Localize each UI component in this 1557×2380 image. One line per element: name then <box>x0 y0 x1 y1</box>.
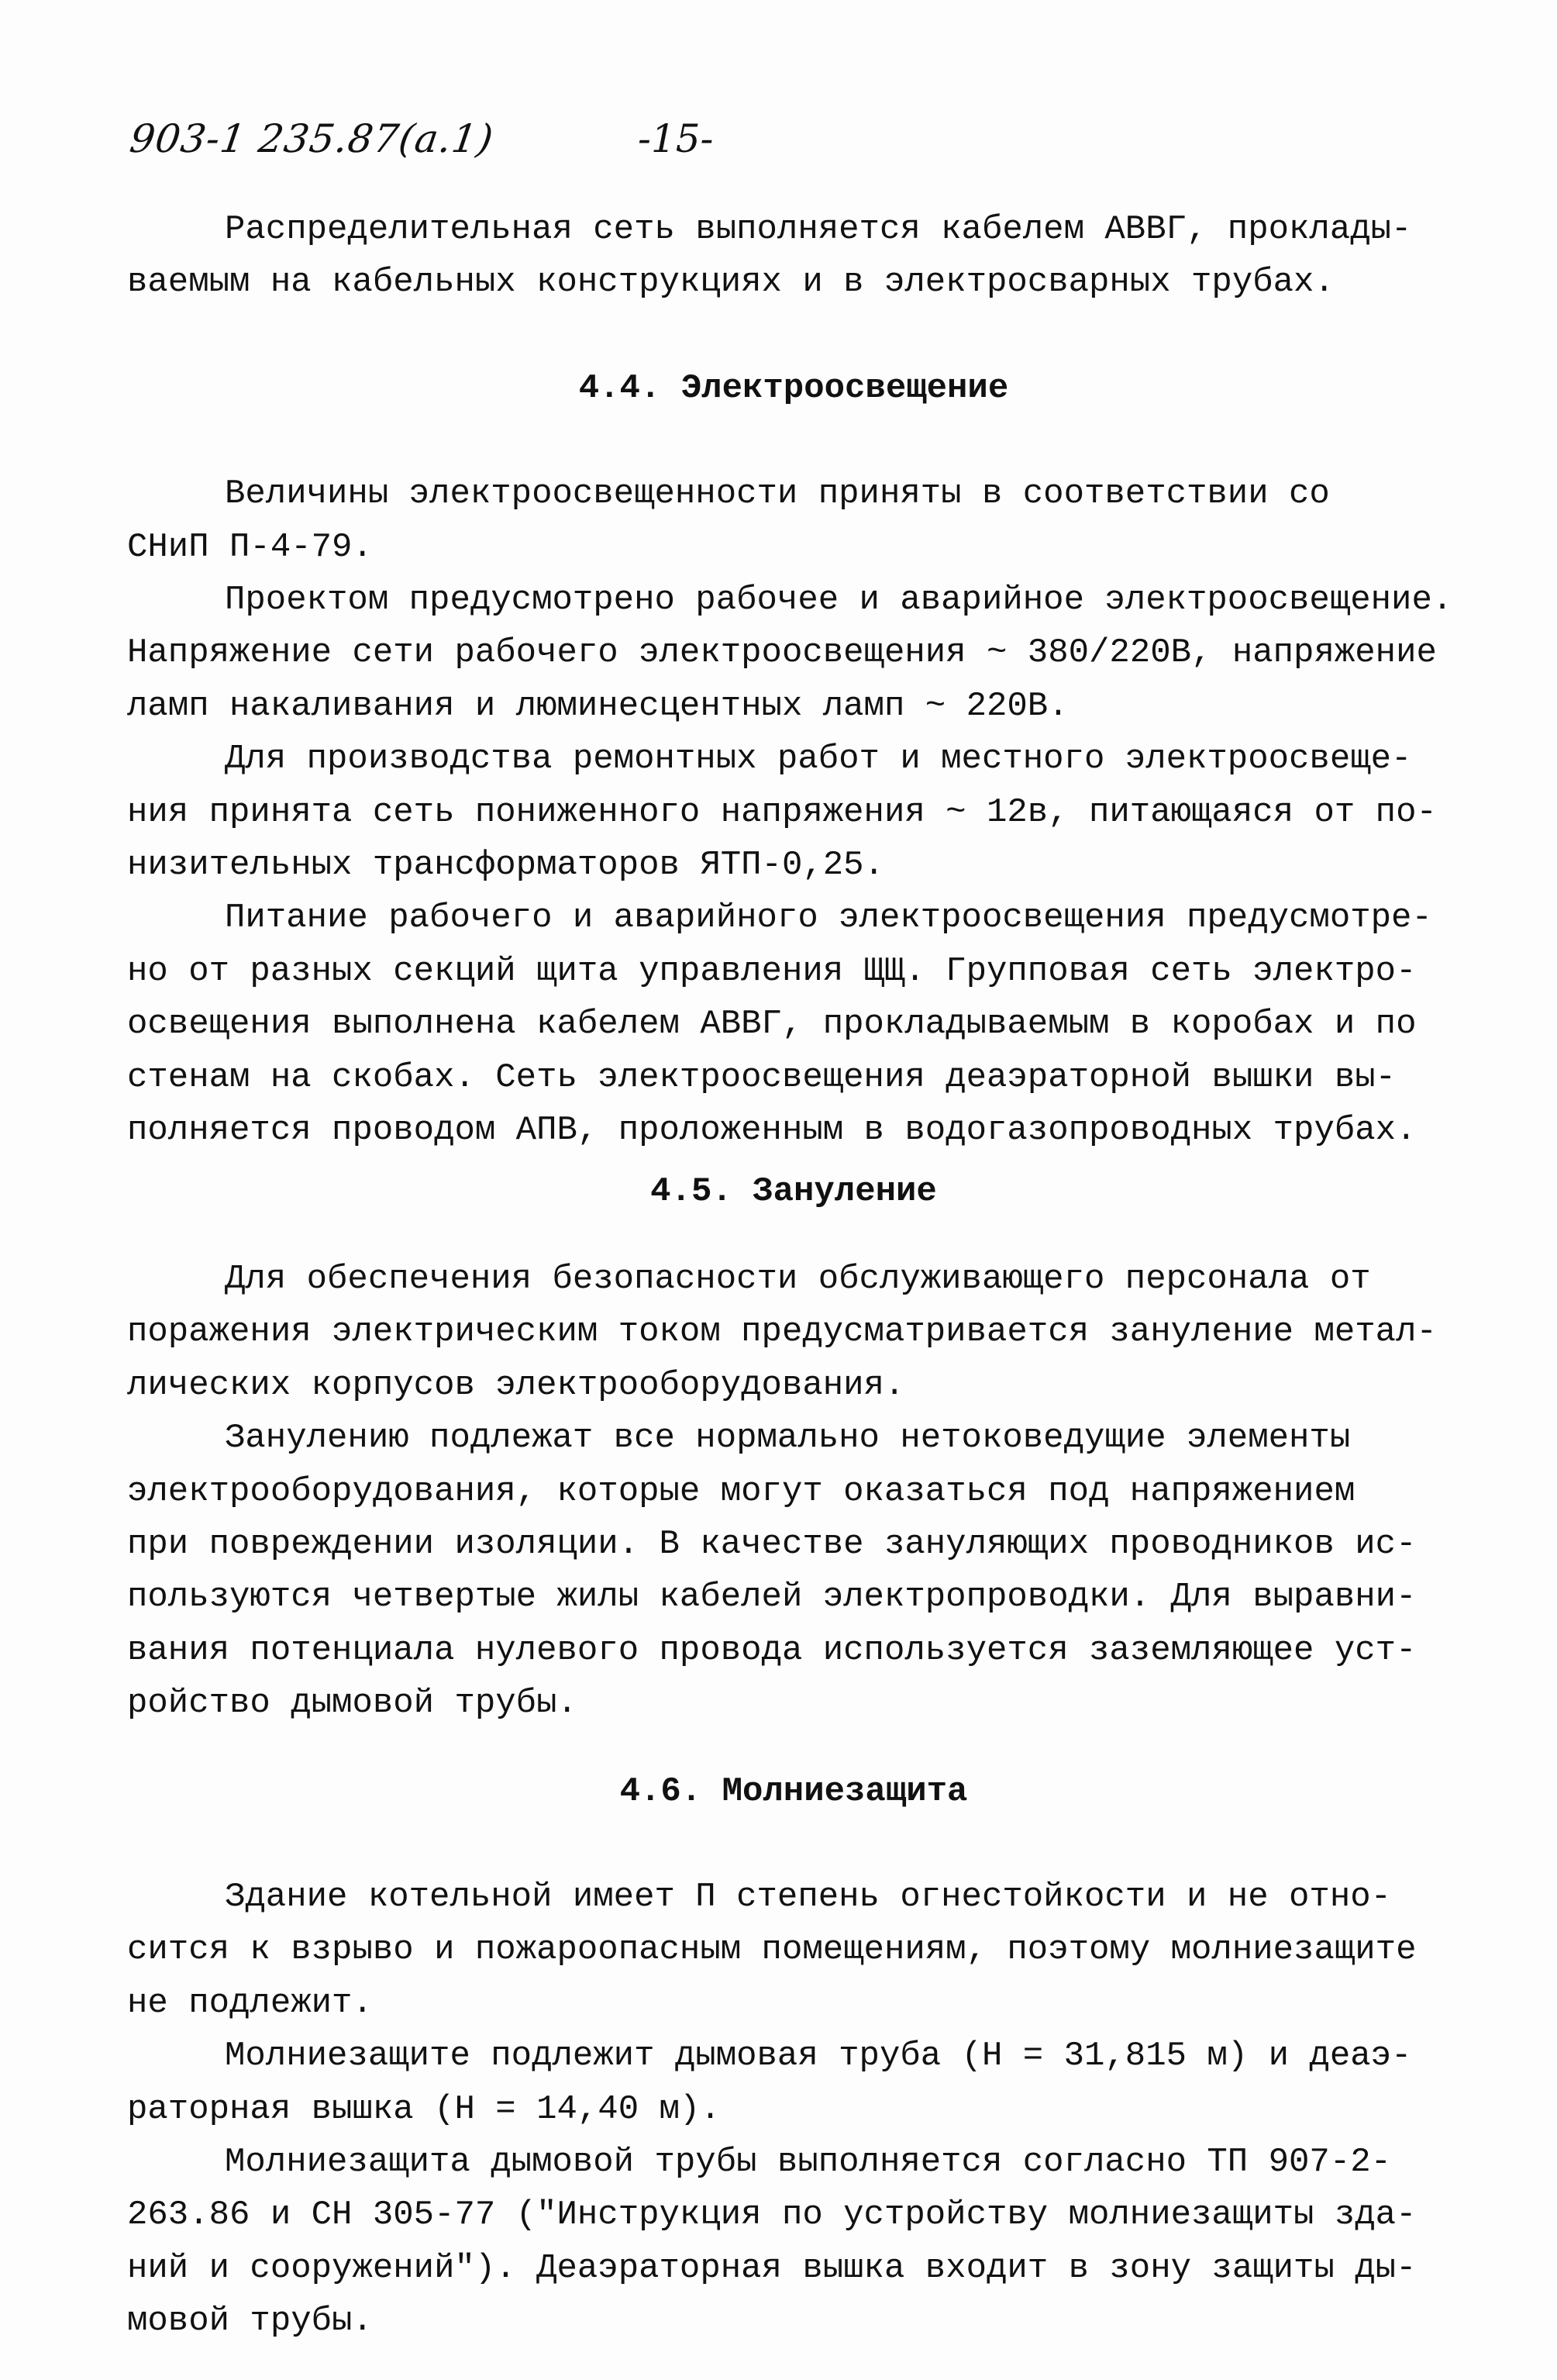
page-number: -15- <box>638 116 714 161</box>
page-header <box>126 116 1448 171</box>
paragraph-4-4-1: Величины электроосвещенности приняты в соответствии со СНиП П-4-79. <box>127 474 1330 567</box>
paragraph-4-5-2: Занулению подлежат все нормально нетоковедущие элементы электрооборудования, которые могут оказаться под напряжением при повреждении изоляции. В качестве зануляющих проводников ис- пользуются четвертые жилы кабелей электропроводки. Для выравни- вания потенциала нулевого провода используется заземляющее уст- ройство дымовой трубы. <box>127 1419 1417 1723</box>
paragraph-4-6-2: Молниезащите подлежит дымовая труба (Н = 31,815 м) и деаэ- раторная вышка (Н = 14,40 м). <box>127 2037 1412 2129</box>
paragraph-4-6-1: Здание котельной имеет П степень огнестойкости и не отно- сится к взрыво и пожароопасным помещениям, поэтому молниезащите не подлежит. <box>127 1877 1417 2023</box>
section-heading-4-4: 4.4. Электроосвещение <box>578 368 1009 408</box>
intro-paragraph: Распределительная сеть выполняется кабелем АВВГ, проклады- ваемым на кабельных конструкциях и в электросварных трубах. <box>127 210 1412 302</box>
document-code: 903-1 235.87(а.1) <box>126 116 497 161</box>
paragraph-4-4-3: Для производства ремонтных работ и местного электроосвеще- ния принята сеть пониженного напряжения ~ 12в, питающаяся от по- низительных трансформаторов ЯТП-0,25. <box>127 740 1437 885</box>
section-heading-4-6: 4.6. Молниезащита <box>619 1771 968 1811</box>
paragraph-4-4-4: Питание рабочего и аварийного электроосвещения предусмотре- но от разных секций щита управления ЩЩ. Групповая сеть электро- освещения выполнена кабелем АВВГ, прокладываемым в коробах и по стенам на скобах. Сеть электроосвещения деаэраторной вышки вы- полняется проводом АПВ, проложенным в водогазопроводных трубах. <box>127 899 1432 1150</box>
paragraph-4-4-2: Проектом предусмотрено рабочее и аварийное электроосвещение. Напряжение сети рабочего электроосвещения ~ 380/220В, напряжение ламп накаливания и люминесцентных ламп ~ 220В. <box>127 581 1453 726</box>
paragraph-4-6-3: Молниезащита дымовой трубы выполняется согласно ТП 907-2- 263.86 и СН 305-77 ("Инструкция по устройству молниезащиты зда- ний и сооружений"). Деаэраторная вышка входит в зону защиты ды- мовой трубы. <box>127 2143 1417 2341</box>
paragraph-4-5-1: Для обеспечения безопасности обслуживающего персонала от поражения электрическим током предусматривается зануление метал- лических корпусов электрооборудования. <box>127 1259 1437 1405</box>
section-heading-4-5: 4.5. Зануление <box>650 1171 937 1211</box>
document-body <box>127 203 1460 2348</box>
